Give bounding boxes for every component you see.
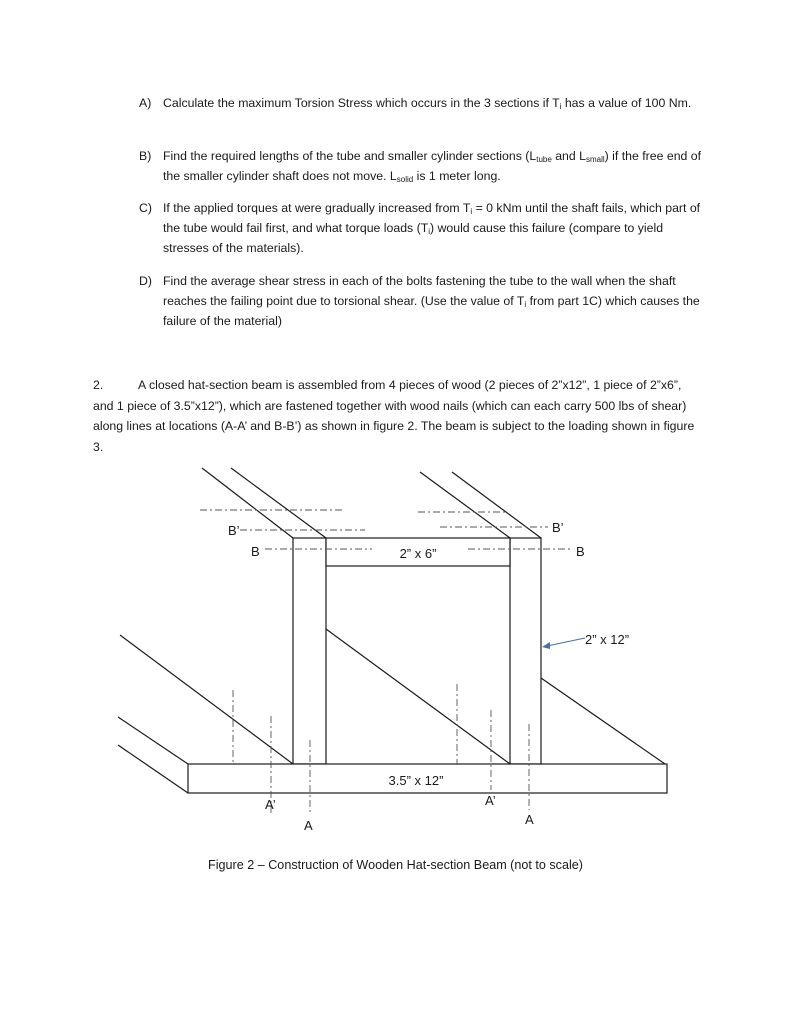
bottom-piece-label: 3.5” x 12” (388, 773, 444, 788)
question-text: Find the required lengths of the tube and smaller cylinder sections ($L_{tube}$ and $L_{small}$) if the free end of the smaller cylinder shaft does not move. $L_{solid}$ is 1 meter long. (163, 149, 702, 184)
a-prime-right-label: A’ (485, 793, 496, 808)
figure-caption: Figure 2 – Construction of Wooden Hat-section Beam (not to scale) (208, 858, 583, 872)
question-label: C) (139, 201, 152, 215)
left-side-piece (293, 538, 326, 764)
question-text: Calculate the maximum Torsion Stress which occurs in the 3 sections if $T_i$ has a value of 100 Nm. (163, 96, 692, 111)
question-label: B) (139, 149, 152, 163)
question-label: D) (139, 274, 152, 288)
b-right-label: B (576, 544, 585, 559)
b-prime-right-label: B’ (552, 520, 564, 535)
b-left-label: B (251, 544, 260, 559)
question-text: Find the average shear stress in each of the bolts fastening the tube to the wall when the shaft reaches the failing point due to torsional shear. (Use the value of $T_i$ from part 1C) which causes the failure of the material) (163, 274, 700, 328)
problem-text: A closed hat-section beam is assembled from 4 pieces of wood (2 pieces of 2”x12”, 1 piece of 2”x6”, and 1 piece of 3.5”x12”), which are fastened together with wood nails (which can each carry 500 lbs of shear) along lines at locations (A-A’ and B-B’) as shown in figure 2. The beam is subject to the loading shown in figure 3. (93, 378, 695, 454)
side-piece-label: 2” x 12” (585, 632, 630, 647)
b-prime-left-label: B’ (228, 523, 240, 538)
question-text: If the applied torques at were gradually increased from $T_i = 0$ kNm until the shaft fails, which part of the tube would fail first, and what torque loads $(T_i)$ would cause this failure (compare to yield stresses of the materials). (163, 201, 701, 255)
right-side-piece (510, 538, 541, 764)
side-piece-leader-arrow (542, 638, 585, 649)
a-prime-left-label: A’ (265, 797, 276, 812)
a-right-label: A (525, 812, 534, 827)
top-piece-label: 2” x 6” (399, 546, 437, 561)
question-label: A) (139, 96, 152, 110)
problem-number: 2. (93, 378, 104, 392)
a-left-label: A (304, 818, 313, 833)
beam-outline (118, 468, 665, 793)
